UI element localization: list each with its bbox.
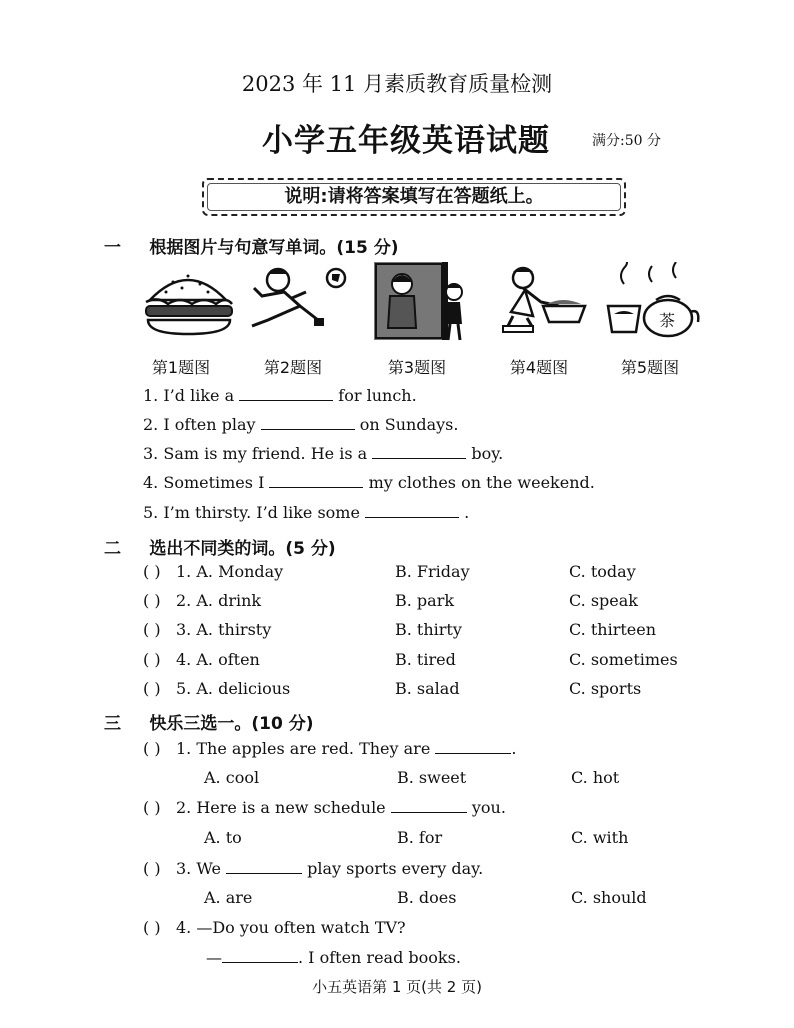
question-text: 3. We: [176, 859, 221, 878]
mc-answer-line-3-4: [206, 948, 461, 967]
page-title: 小学五年级英语试题: [262, 123, 550, 159]
section-number: 二: [104, 539, 121, 559]
option-b: B. Friday: [395, 562, 470, 581]
caption-3: 第3题图: [387, 358, 447, 377]
question-text: on Sundays.: [359, 415, 459, 434]
choice-row-2-2: [143, 591, 683, 613]
question-1-4: [143, 473, 595, 492]
option-c: C. thirteen: [569, 620, 657, 639]
option-c: C. should: [571, 888, 647, 907]
option-c: C. with: [571, 828, 629, 847]
question-1-3: [143, 444, 503, 463]
shy-boy-icon: [370, 262, 470, 342]
option-a: A. to: [204, 828, 242, 847]
option-c: C. today: [569, 562, 636, 581]
choice-row-2-1: [143, 562, 683, 584]
page-footer: 小五英语第 1 页(共 2 页): [312, 978, 482, 996]
hamburger-icon: [138, 262, 238, 342]
question-1-1: [143, 386, 417, 405]
option-c: C. hot: [571, 768, 620, 787]
option-a: 1. A. Monday: [176, 562, 284, 581]
question-stem: [176, 798, 506, 817]
answer-paren[interactable]: ( ): [143, 620, 161, 639]
answer-paren[interactable]: ( ): [143, 918, 161, 937]
option-b: B. sweet: [397, 768, 467, 787]
caption-1: 第1题图: [151, 358, 211, 377]
caption-2: 第2题图: [263, 358, 323, 377]
choice-row-2-4: [143, 650, 683, 672]
question-text: .: [511, 739, 517, 758]
option-a: 5. A. delicious: [176, 679, 291, 698]
option-b: B. park: [395, 591, 455, 610]
option-b: B. salad: [395, 679, 460, 698]
option-a: 2. A. drink: [176, 591, 262, 610]
option-b: B. for: [397, 828, 443, 847]
mc-question-3-4: [143, 918, 683, 940]
section-3-heading: [104, 709, 314, 734]
boy-playing-football-icon: [248, 262, 348, 342]
option-a: 4. A. often: [176, 650, 260, 669]
answer-paren[interactable]: ( ): [143, 562, 161, 581]
section-1-heading: [104, 233, 399, 258]
question-1-2: [143, 415, 458, 434]
question-stem: 4. —Do you often watch TV?: [176, 918, 406, 937]
question-text: 2. I often play: [143, 415, 256, 434]
answer-paren[interactable]: ( ): [143, 591, 161, 610]
exam-header: 2023 年 11 月素质教育质量检测: [241, 72, 553, 96]
section-title: 快乐三选一。(10 分): [149, 714, 314, 734]
option-b: B. tired: [395, 650, 456, 669]
answer-paren[interactable]: ( ): [143, 739, 161, 758]
caption-5: 第5题图: [620, 358, 680, 377]
section-title: 选出不同类的词。(5 分): [149, 539, 336, 559]
question-stem: [176, 859, 483, 878]
section-number: 一: [104, 238, 121, 258]
answer-blank[interactable]: [365, 503, 459, 518]
full-score: 满分:50 分: [592, 133, 661, 149]
girl-washing-clothes-icon: [493, 262, 593, 342]
option-a: A. cool: [204, 768, 260, 787]
section-2-heading: [104, 534, 336, 559]
mc-options-3-3: [143, 888, 683, 910]
answer-blank[interactable]: [391, 798, 467, 813]
question-text: .: [464, 503, 470, 522]
section-title: 根据图片与句意写单词。(15 分): [149, 238, 399, 258]
question-text: for lunch.: [338, 386, 417, 405]
question-text: boy.: [471, 444, 504, 463]
answer-paren[interactable]: ( ): [143, 859, 161, 878]
mc-question-3-1: [143, 739, 683, 761]
option-b: B. does: [397, 888, 457, 907]
answer-paren[interactable]: ( ): [143, 650, 161, 669]
section-number: 三: [104, 714, 121, 734]
question-text: 3. Sam is my friend. He is a: [143, 444, 368, 463]
question-text: 4. Sometimes I: [143, 473, 265, 492]
answer-blank[interactable]: [372, 444, 466, 459]
choice-row-2-3: [143, 620, 683, 642]
question-1-5: [143, 503, 469, 522]
option-a: A. are: [204, 888, 253, 907]
answer-blank[interactable]: [435, 739, 511, 754]
dash: —: [206, 948, 222, 967]
option-c: C. speak: [569, 591, 638, 610]
answer-blank[interactable]: [269, 473, 363, 488]
caption-4: 第4题图: [509, 358, 569, 377]
option-c: C. sometimes: [569, 650, 678, 669]
answer-paren[interactable]: ( ): [143, 679, 161, 698]
tea-label: 茶: [659, 311, 676, 330]
question-text: you.: [471, 798, 506, 817]
answer-paren[interactable]: ( ): [143, 798, 161, 817]
notice-box: 说明:请将答案填写在答题纸上。: [202, 178, 626, 216]
mc-question-3-2: [143, 798, 683, 820]
question-text: 1. The apples are red. They are: [176, 739, 431, 758]
answer-blank[interactable]: [226, 859, 302, 874]
mc-options-3-1: [143, 768, 683, 790]
question-text: . I often read books.: [298, 948, 461, 967]
question-text: 1. I’d like a: [143, 386, 235, 405]
answer-blank[interactable]: [239, 386, 333, 401]
mc-options-3-2: [143, 828, 683, 850]
question-stem: [176, 739, 516, 758]
question-text: 2. Here is a new schedule: [176, 798, 386, 817]
option-b: B. thirty: [395, 620, 462, 639]
answer-blank[interactable]: [222, 948, 298, 963]
question-text: my clothes on the weekend.: [368, 473, 595, 492]
choice-row-2-5: [143, 679, 683, 701]
mc-question-3-3: [143, 859, 683, 881]
option-c: C. sports: [569, 679, 642, 698]
hot-tea-icon: [602, 262, 702, 342]
question-text: play sports every day.: [307, 859, 484, 878]
option-a: 3. A. thirsty: [176, 620, 272, 639]
question-text: 5. I’m thirsty. I’d like some: [143, 503, 360, 522]
answer-blank[interactable]: [261, 415, 355, 430]
